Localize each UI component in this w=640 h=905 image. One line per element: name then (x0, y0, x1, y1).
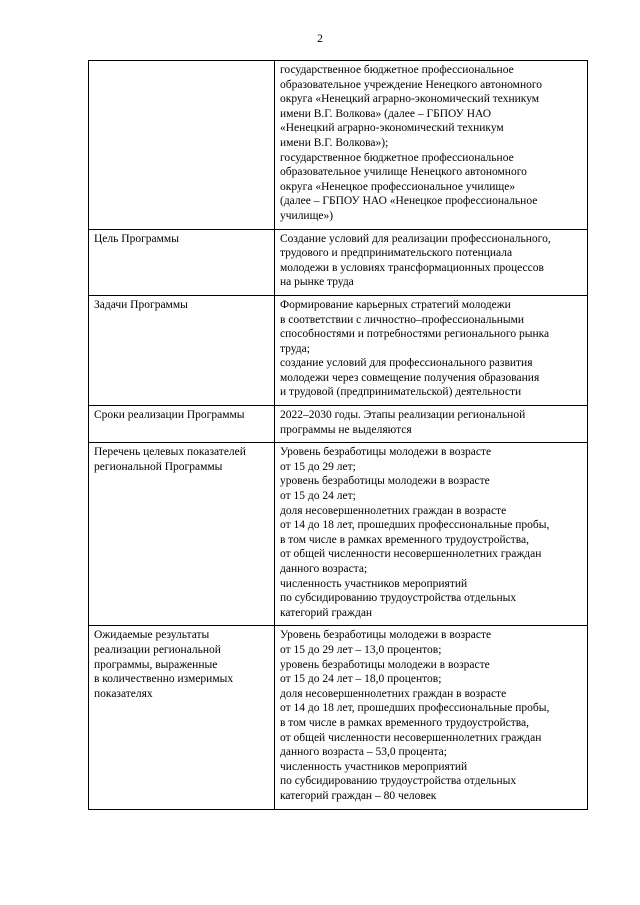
content-line: образовательное учреждение Ненецкого автономного (280, 78, 543, 91)
program-passport-table (88, 60, 588, 810)
content-line: данного возраста – 53,0 процента; (280, 746, 447, 759)
label-line: показателях (94, 687, 153, 700)
table-row (89, 406, 588, 443)
content-line: на рынке труда (280, 276, 354, 289)
content-line: уровень безработицы молодежи в возрасте (280, 658, 490, 671)
label-line: Задачи Программы (94, 298, 188, 311)
content-line: Формирование карьерных стратегий молодежи (280, 298, 511, 311)
content-line: округа «Ненецкое профессиональное училище» (280, 180, 516, 193)
row-content-cell (275, 626, 588, 809)
page-number: 2 (317, 33, 323, 45)
content-line: государственное бюджетное профессиональное (280, 151, 514, 164)
row-content-cell (275, 229, 588, 295)
content-line: имени В.Г. Волкова»); (280, 136, 389, 149)
label-line: региональной Программы (94, 460, 223, 473)
row-content-cell (275, 406, 588, 443)
table-row (89, 61, 588, 230)
table-body (89, 61, 588, 810)
label-line: в количественно измеримых (94, 673, 234, 686)
content-line: способностями и потребностями регионального рынка (280, 328, 550, 341)
content-line: Уровень безработицы молодежи в возрасте (280, 629, 492, 642)
content-line: Создание условий для реализации профессионального, (280, 232, 551, 245)
table-row (89, 229, 588, 295)
row-content-cell (275, 443, 588, 626)
content-line: по субсидированию трудоустройства отдельных (280, 592, 517, 605)
content-line: в том числе в рамках временного трудоустройства, (280, 533, 529, 546)
row-label-cell (89, 406, 275, 443)
row-label-cell (89, 229, 275, 295)
content-line: от общей численности несовершеннолетних граждан (280, 731, 542, 744)
row-content-cell (275, 295, 588, 405)
content-line: доля несовершеннолетних граждан в возрасте (280, 687, 507, 700)
label-line: реализации региональной (94, 643, 221, 656)
table-row (89, 295, 588, 405)
table-row (89, 626, 588, 809)
content-line: от 14 до 18 лет, прошедших профессиональные пробы, (280, 702, 550, 715)
content-line: молодежи в условиях трансформационных процессов (280, 261, 544, 274)
label-line: Ожидаемые результаты (94, 629, 210, 642)
label-line: Сроки реализации Программы (94, 409, 245, 422)
label-line: программы, выраженные (94, 658, 218, 671)
content-line: создание условий для профессионального развития (280, 357, 533, 370)
content-line: категорий граждан (280, 606, 373, 619)
content-line: данного возраста; (280, 563, 368, 575)
content-line: от 15 до 29 лет; (280, 460, 356, 473)
content-line: (далее – ГБПОУ НАО «Ненецкое профессиональное (280, 195, 538, 208)
content-line: от общей численности несовершеннолетних граждан (280, 548, 542, 561)
content-line: численность участников мероприятий (280, 577, 468, 590)
content-line: в том числе в рамках временного трудоустройства, (280, 716, 529, 729)
content-line: уровень безработицы молодежи в возрасте (280, 475, 490, 488)
content-line: Уровень безработицы молодежи в возрасте (280, 446, 492, 459)
content-line: по субсидированию трудоустройства отдельных (280, 775, 517, 788)
content-line: от 15 до 24 лет; (280, 490, 356, 503)
content-line: «Ненецкий аграрно-экономический техникум (280, 122, 504, 135)
row-label-cell (89, 295, 275, 405)
table-row (89, 443, 588, 626)
content-line: имени В.Г. Волкова» (далее – ГБПОУ НАО (280, 107, 492, 120)
content-line: 2022–2030 годы. Этапы реализации региональной (280, 409, 526, 422)
content-line: доля несовершеннолетних граждан в возрасте (280, 504, 507, 517)
content-line: округа «Ненецкий аграрно-экономический техникум (280, 93, 540, 106)
content-line: образовательное училище Ненецкого автономного (280, 166, 527, 179)
content-line: государственное бюджетное профессиональное (280, 64, 514, 76)
content-line: от 14 до 18 лет, прошедших профессиональные пробы, (280, 519, 550, 532)
label-line: Перечень целевых показателей (94, 446, 246, 459)
label-line: Цель Программы (94, 232, 179, 245)
row-label-cell (89, 626, 275, 809)
content-line: училище») (280, 209, 334, 222)
content-line: от 15 до 29 лет – 13,0 процентов; (280, 643, 442, 656)
content-line: трудового и предпринимательского потенциала (280, 247, 513, 260)
content-line: в соответствии с личностно–профессиональными (280, 313, 525, 326)
content-line: и трудовой (предпринимательской) деятельности (280, 386, 522, 399)
row-label-cell (89, 443, 275, 626)
content-line: молодежи через совмещение получения образования (280, 371, 540, 384)
content-line: труда; (280, 342, 310, 355)
content-line: от 15 до 24 лет – 18,0 процентов; (280, 673, 442, 686)
row-label-cell (89, 61, 275, 230)
row-content-cell (275, 61, 588, 230)
content-line: численность участников мероприятий (280, 760, 468, 773)
content-line: программы не выделяются (280, 423, 412, 436)
content-line: категорий граждан – 80 человек (280, 789, 437, 802)
